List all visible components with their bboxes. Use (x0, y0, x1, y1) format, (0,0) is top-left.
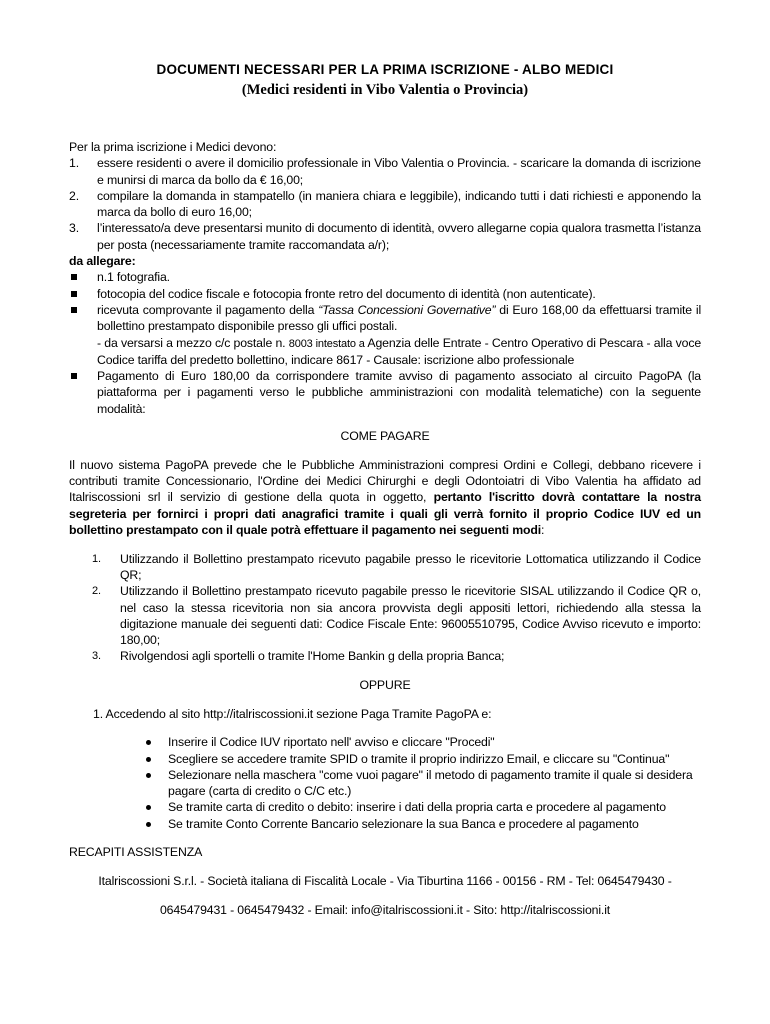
bullet-icon (146, 773, 151, 778)
come-pagare-heading: COME PAGARE (340, 429, 430, 444)
list-item: Se tramite Conto Corrente Bancario selezionare la sua Banca e procedere al pagamento (69, 816, 701, 832)
oppure-heading: OPPURE (359, 678, 411, 693)
contact-line: 0645479431 - 0645479432 - Email: info@italriscossioni.it - Sito: http://italriscossioni.it (159, 902, 611, 917)
square-bullet-icon (71, 274, 77, 280)
list-item: Scegliere se accedere tramite SPID o tramite il proprio indirizzo Email, e cliccare su "Continua" (69, 751, 701, 767)
square-bullet-icon (71, 307, 77, 313)
payment-methods-list (69, 551, 701, 665)
list-item: Selezionare nella maschera "come vuoi pagare" il metodo di pagamento tramite il quale si desidera pagare (carta di credito o C/C etc.) (69, 767, 701, 800)
contact-line: Italriscossioni S.r.l. - Società italiana di Fiscalità Locale - Via Tiburtina 1166 - 00156 - RM - Tel: 0645479430 - (98, 873, 672, 888)
list-item: 3. l’interessato/a deve presentarsi munito di documento di identità, ovvero allegarne copia qualora trasmetta l’istanza per posta (necessariamente tramite raccomandata a/r); (69, 221, 701, 252)
list-item: 2. compilare la domanda in stampatello (in maniera chiara e leggibile), indicando tutti i dati richiesti e apponendo la marca da bollo di euro 16,00; (69, 188, 701, 220)
list-item: Pagamento di Euro 180,00 da corrispondere tramite avviso di pagamento associato al circuito PagoPA (la piattaforma per i pagamenti verso le pubbliche amministrazioni con modalità telematiche) con la seguente modalità: (69, 368, 701, 417)
online-intro: 1. Accedendo al sito http://italriscossioni.it sezione Paga Tramite PagoPA e: (93, 706, 492, 721)
intro-text: Per la prima iscrizione i Medici devono: (69, 140, 277, 154)
pagopa-text: Il nuovo sistema PagoPA prevede che le Pubbliche Amministrazioni compresi Ordini e Collegi, debbano ricevere i contributi tramite Concessionario, l'Ordine dei Medici Chirurghi e degli Odontoiatri di Vibo Valentia ha affidato ad Italriscossioni srl il servizio di gestione della quota in oggetto, pertanto l'iscritto dovrà contattare la nostra segreteria per fornirci i propri dati anagrafici tramite i quali gli verrà fornito il proprio Codice IUV ed un bollettino prestampato con il quale potrà effettuare il pagamento nei seguenti modi: (69, 457, 701, 538)
bullet-icon (146, 757, 151, 762)
document-title: DOCUMENTI NECESSARI PER LA PRIMA ISCRIZIONE - ALBO MEDICI (156, 62, 614, 77)
list-item: Se tramite carta di credito o debito: inserire i dati della propria carta e procedere al pagamento (69, 799, 701, 815)
list-item: n.1 fotografia. (69, 269, 701, 285)
attach-heading: da allegare: (69, 254, 136, 269)
online-steps-list (69, 734, 701, 832)
bullet-icon (146, 740, 151, 745)
list-item: ricevuta comprovante il pagamento della “Tassa Concessioni Governative” di Euro 168,00 da effettuarsi tramite il bollettino prestampato disponibile presso gli uffici postali. - da versarsi a mezzo c/c postale n. 8003 intestato a Agenzia delle Entrate - Centro Operativo di Pescara - alla voce Codice tariffa del predetto bollettino, indicare 8617 - Causale: iscrizione albo professionale (69, 302, 701, 368)
bullet-icon (146, 822, 151, 827)
bullet-icon (146, 805, 151, 810)
assistance-heading: RECAPITI ASSISTENZA (69, 845, 203, 860)
list-item: 2. Utilizzando il Bollettino prestampato ricevuto pagabile presso le ricevitorie SISAL utilizzando il Codice QR o, nel caso la stessa ricevitoria non sia ancora provvista degli appositi lettori, richiedendo alla stessa la digitazione manuale dei seguenti dati: Codice Fiscale Ente: 96005510795, Codice Avviso ricevuto e importo: 180,00; (92, 584, 701, 648)
requirements-list (69, 155, 701, 253)
document-body (69, 139, 701, 417)
list-item: 1. essere residenti o avere il domicilio professionale in Vibo Valentia o Provincia. - scaricare la domanda di iscrizione e munirsi di marca da bollo da € 16,00; (69, 156, 701, 187)
list-item: fotocopia del codice fiscale e fotocopia fronte retro del documento di identità (non autenticate). (69, 286, 701, 302)
list-item: 1. Utilizzando il Bollettino prestampato ricevuto pagabile presso le ricevitorie Lottomatica utilizzando il Codice QR; (92, 551, 701, 582)
list-item: Inserire il Codice IUV riportato nell' avviso e cliccare "Procedi" (69, 734, 701, 750)
square-bullet-icon (71, 373, 77, 379)
document-subtitle: (Medici residenti in Vibo Valentia o Provincia) (241, 82, 529, 98)
attachments-list (69, 269, 701, 417)
list-item: 3. Rivolgendosi agli sportelli o tramite l'Home Bankin g della propria Banca; (92, 649, 505, 664)
payment-section (69, 416, 701, 930)
square-bullet-icon (71, 291, 77, 297)
